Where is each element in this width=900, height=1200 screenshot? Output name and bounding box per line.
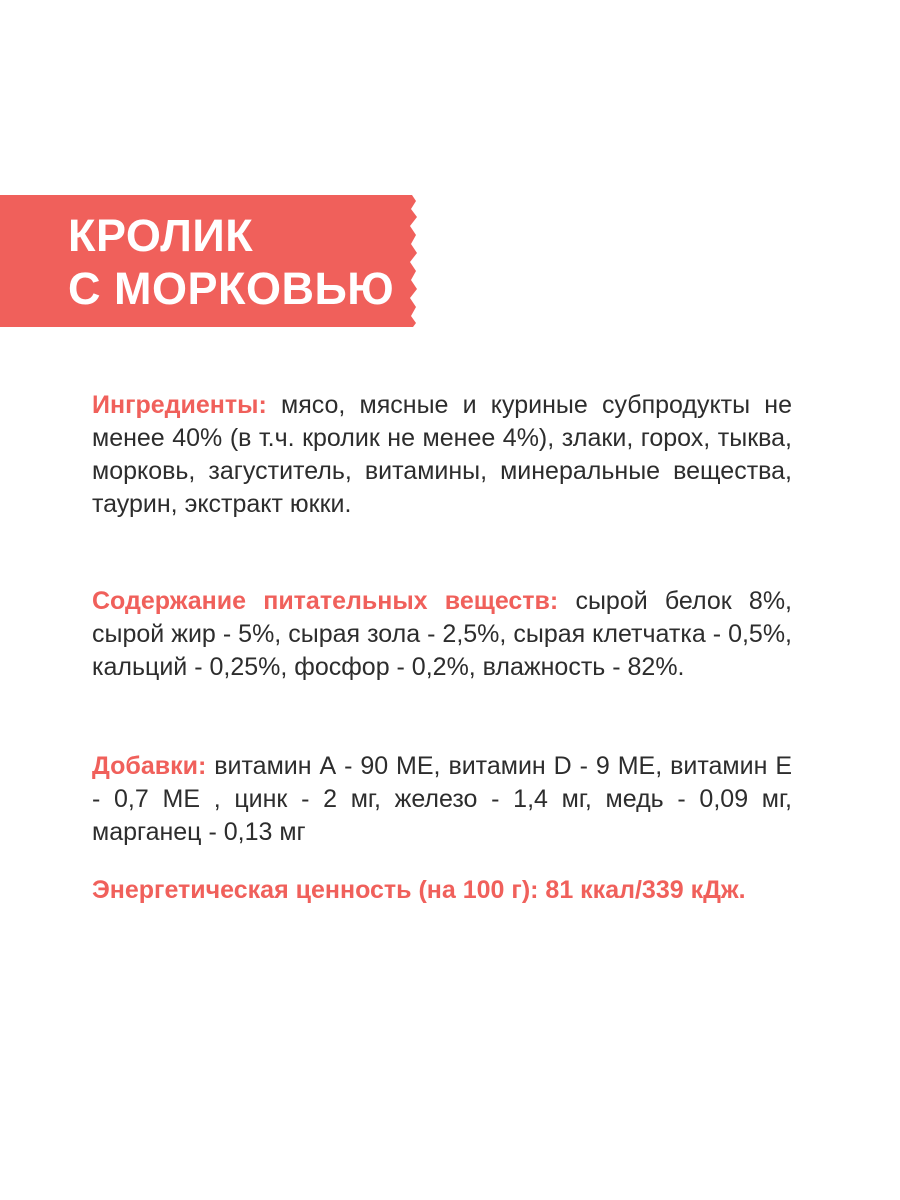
nutrients-label: Содержание питательных веществ: xyxy=(92,587,559,615)
additives-text: витамин А - 90 МЕ, витамин D - 9 МЕ, витамин Е - 0,7 МЕ , цинк - 2 мг, железо - 1,4 мг, медь - 0,09 мг, марганец - 0,13 мг xyxy=(92,752,792,846)
energy-value: Энергетическая ценность (на 100 г): 81 ккал/339 кДж. xyxy=(92,876,746,904)
nutrients-section xyxy=(92,585,792,684)
additives-section xyxy=(92,750,792,849)
ingredients-text: мясо, мясные и куриные субпродукты не менее 40% (в т.ч. кролик не менее 4%), злаки, горох, тыква, морковь, загуститель, витамины, минеральные вещества, таурин, экстракт юкки. xyxy=(92,391,792,518)
ingredients-label: Ингредиенты: xyxy=(92,391,267,419)
product-title xyxy=(68,209,394,315)
product-title-line1: КРОЛИК xyxy=(68,210,254,261)
title-banner xyxy=(0,195,418,327)
product-title-line2: С МОРКОВЬЮ xyxy=(68,263,395,314)
additives-label: Добавки: xyxy=(92,752,207,780)
ingredients-section xyxy=(92,389,792,521)
nutrients-text: сырой белок 8%, сырой жир - 5%, сырая зола - 2,5%, сырая клетчатка - 0,5%, кальций - 0,25%, фосфор - 0,2%, влажность - 82%. xyxy=(92,587,792,681)
